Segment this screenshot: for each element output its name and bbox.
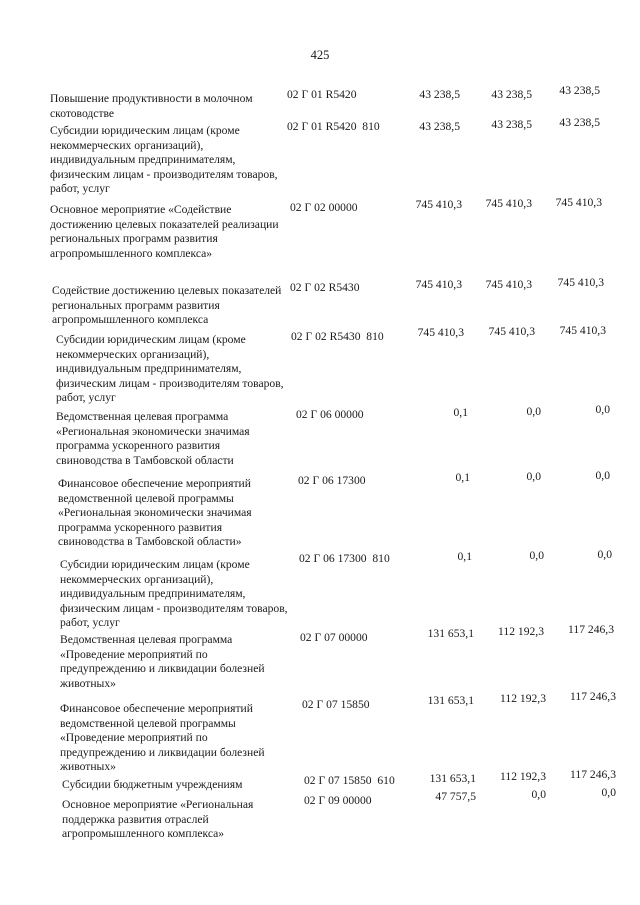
row-name: Повышение продуктивности в молочном скотоводстве	[50, 92, 253, 120]
row-value-2: 0,0	[526, 405, 541, 418]
row-name: Субсидии юридическим лицам (кроме некоммерческих организаций), индивидуальным предпринимателям, физическим лицам - производителям товаров, работ, услуг	[56, 333, 284, 405]
row-value-3: 43 238,5	[559, 84, 600, 97]
row-name: Ведомственная целевая программа «Проведение мероприятий по предупреждению и ликвидации болезней животных»	[60, 633, 265, 690]
row-value-3: 745 410,3	[555, 196, 602, 209]
row-code: 02 Г 02 00000	[290, 201, 358, 214]
row-name: Основное мероприятие «Содействие достижению целевых показателей реализации региональных программ развития агропромышленного комплекса»	[50, 203, 279, 260]
row-value-3: 0,0	[595, 469, 610, 482]
row-value-1: 745 410,3	[415, 278, 462, 291]
row-value-1: 0,1	[455, 471, 470, 484]
row-name: Ведомственная целевая программа «Региональная экономически значимая программа ускоренного развития свиноводства в Тамбовской области	[56, 410, 250, 467]
row-value-2: 43 238,5	[491, 88, 532, 101]
row-value-3: 117 246,3	[570, 690, 616, 703]
row-code: 02 Г 06 00000	[296, 408, 364, 421]
row-code: 02 Г 01 R5420 810	[287, 120, 380, 133]
row-value-2: 745 410,3	[485, 197, 532, 210]
row-value-2: 0,0	[531, 788, 546, 801]
row-code: 02 Г 06 17300	[298, 474, 366, 487]
row-value-1: 745 410,3	[415, 198, 462, 211]
row-value-3: 745 410,3	[559, 324, 606, 337]
row-code: 02 Г 02 R5430	[290, 281, 360, 294]
row-code: 02 Г 02 R5430 810	[291, 330, 384, 343]
row-code: 02 Г 09 00000	[304, 794, 372, 807]
row-value-2: 43 238,5	[491, 118, 532, 131]
row-name: Основное мероприятие «Региональная поддержка развития отраслей агропромышленного комплекса»	[62, 798, 254, 841]
row-value-2: 112 192,3	[500, 692, 546, 705]
row-code: 02 Г 07 15850	[302, 698, 370, 711]
row-value-1: 43 238,5	[419, 120, 460, 133]
row-value-2: 0,0	[526, 470, 541, 483]
row-name: Субсидии юридическим лицам (кроме некоммерческих организаций), индивидуальным предпринимателям, физическим лицам - производителям товаров, работ, услуг	[60, 558, 288, 630]
row-value-3: 745 410,3	[557, 276, 604, 289]
row-value-1: 0,1	[453, 406, 468, 419]
row-value-2: 745 410,3	[488, 325, 535, 338]
row-value-3: 43 238,5	[559, 116, 600, 129]
row-name: Финансовое обеспечение мероприятий ведомственной целевой программы «Региональная экономически значимая программа ускоренного развития свиноводства в Тамбовской области»	[58, 477, 252, 549]
row-value-3: 117 246,3	[568, 623, 614, 636]
row-code: 02 Г 07 15850 610	[304, 774, 395, 787]
row-value-1: 43 238,5	[419, 88, 460, 101]
row-value-2: 745 410,3	[485, 278, 532, 291]
row-name: Субсидии юридическим лицам (кроме некоммерческих организаций), индивидуальным предпринимателям, физическим лицам - производителям товаров, работ, услуг	[50, 124, 278, 196]
row-code: 02 Г 01 R5420	[287, 88, 357, 101]
row-value-1: 131 653,1	[427, 694, 474, 707]
row-value-3: 117 246,3	[570, 768, 616, 781]
row-value-1: 131 653,1	[427, 627, 474, 640]
page-number: 425	[310, 48, 330, 62]
row-code: 02 Г 06 17300 810	[299, 552, 390, 565]
row-value-1: 47 757,5	[435, 790, 476, 803]
row-value-2: 112 192,3	[498, 625, 544, 638]
row-value-3: 0,0	[597, 548, 612, 561]
row-value-1: 0,1	[457, 550, 472, 563]
row-value-3: 0,0	[601, 786, 616, 799]
row-value-3: 0,0	[595, 403, 610, 416]
row-value-1: 131 653,1	[429, 772, 476, 785]
row-value-2: 0,0	[529, 549, 544, 562]
row-name: Субсидии бюджетным учреждениям	[62, 778, 243, 791]
row-name: Финансовое обеспечение мероприятий ведомственной целевой программы «Проведение мероприятий по предупреждению и ликвидации болезней животных»	[60, 702, 265, 774]
row-value-2: 112 192,3	[500, 770, 546, 783]
row-code: 02 Г 07 00000	[300, 631, 368, 644]
row-name: Содействие достижению целевых показателей региональных программ развития агропромышленного комплекса	[52, 284, 282, 327]
row-value-1: 745 410,3	[417, 326, 464, 339]
